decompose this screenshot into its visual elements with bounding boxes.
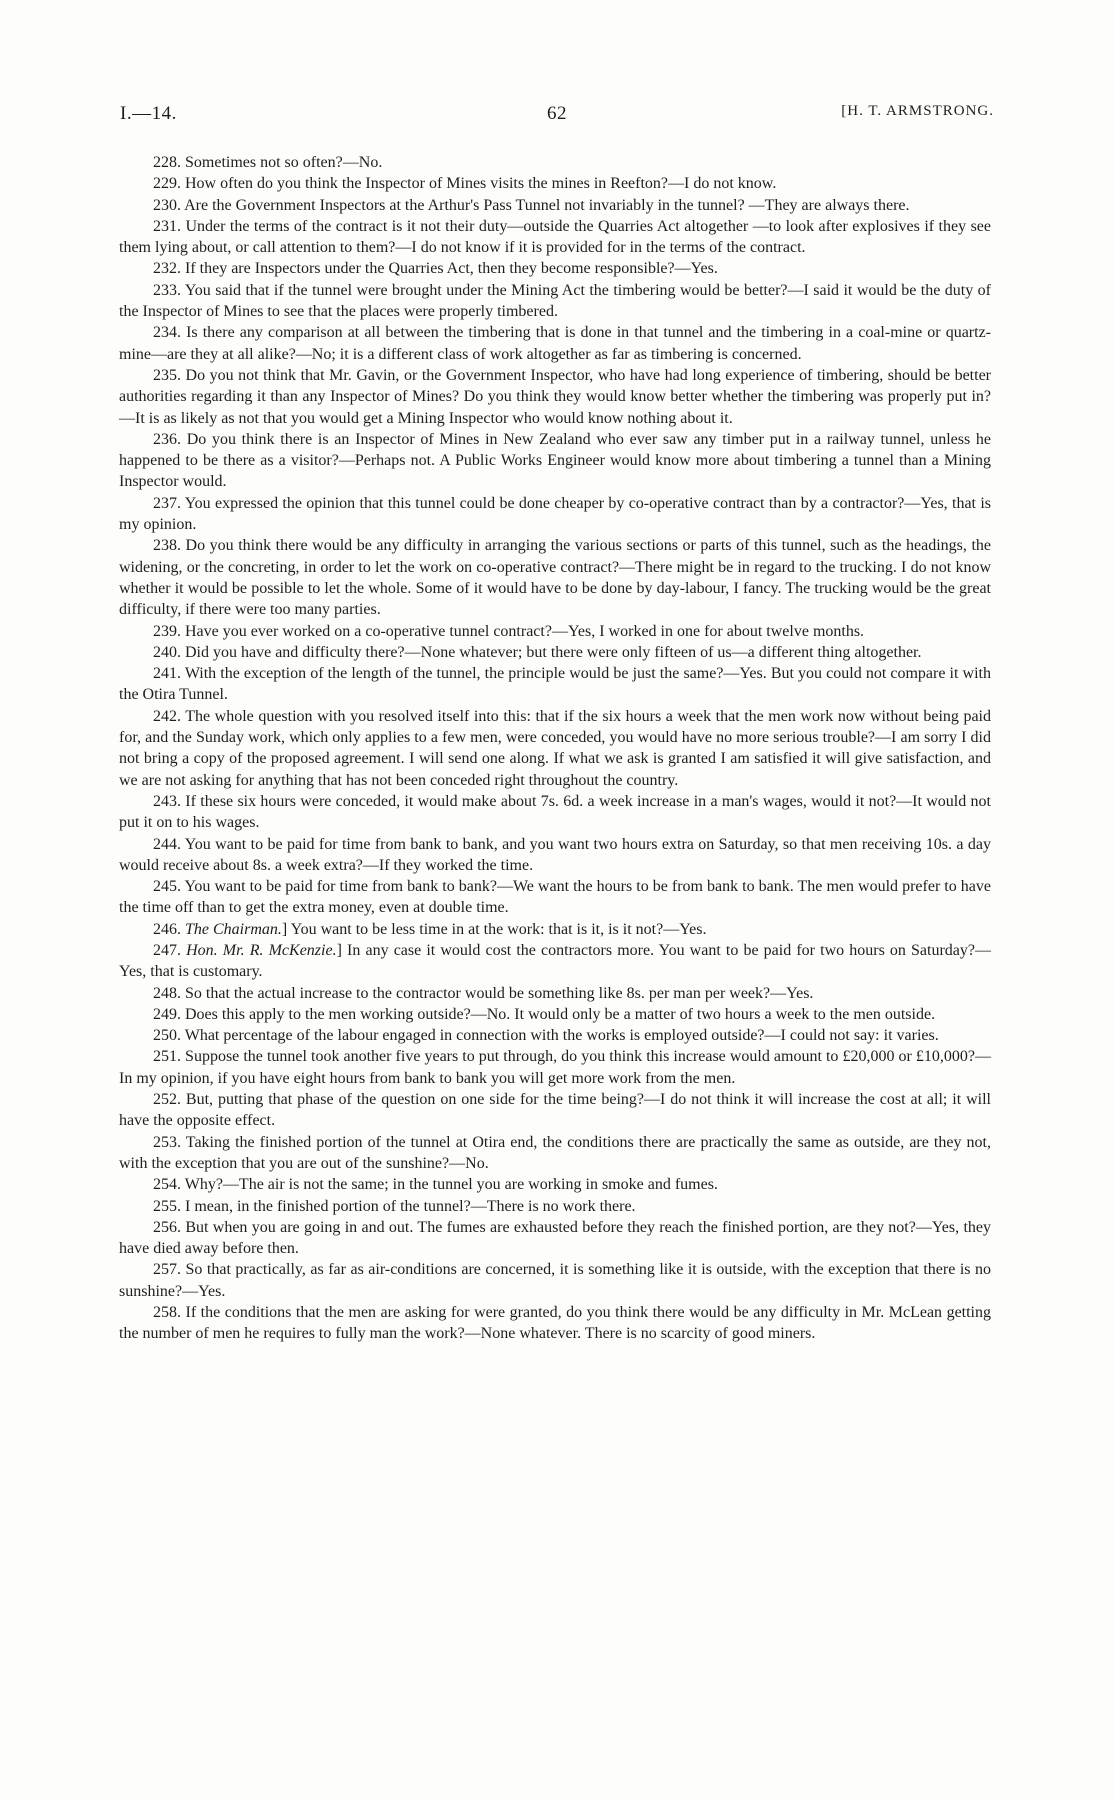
question-text: ] You want to be less time in at the work: that is it, is it not?—Yes. [281, 920, 707, 938]
question-paragraph: 254. Why?—The air is not the same; in the tunnel you are working in smoke and fumes. [153, 1176, 718, 1194]
speaker-name: Hon. Mr. R. McKenzie. [186, 941, 337, 959]
evidence-text [119, 152, 991, 1345]
question-paragraph: 235. Do you not think that Mr. Gavin, or the Government Inspector, who have had long experience of timbering, should be better authorities regarding it than any Inspector of Mines? Do you think they would know better whether the timbering was properly put in?—It is as likely as not that you would get a Mining Inspector who would know nothing about it. [119, 366, 991, 427]
question-paragraph: 251. Suppose the tunnel took another five years to put through, do you think this increase would amount to £20,000 or £10,000?—In my opinion, if you have eight hours from bank to bank you will get more work from the men. [119, 1048, 991, 1087]
question-paragraph: 241. With the exception of the length of the tunnel, the principle would be just the same?—Yes. But you could not compare it with the Otira Tunnel. [119, 665, 991, 704]
question-paragraph: 242. The whole question with you resolved itself into this: that if the six hours a week that the men work now without being paid for, and the Sunday work, which only applies to a few men, were conceded, you would have no more serious trouble?—I am sorry I did not bring a copy of the proposed agreement. I will send one along. If what we ask is granted I am satisfied it will give satisfaction, and we are not asking for anything that has not been conceded right throughout the country. [119, 707, 991, 789]
question-paragraph: 232. If they are Inspectors under the Quarries Act, then they become responsible?—Yes. [153, 260, 718, 278]
question-paragraph: 229. How often do you think the Inspector of Mines visits the mines in Reefton?—I do not know. [153, 175, 777, 193]
question-paragraph: 236. Do you think there is an Inspector of Mines in New Zealand who ever saw any timber put in a railway tunnel, unless he happened to be there as a visitor?—Perhaps not. A Public Works Engineer would know more about timbering a tunnel than a Mining Inspector would. [119, 430, 991, 491]
question-paragraph: 258. If the conditions that the men are asking for were granted, do you think there would be any difficulty in Mr. McLean getting the number of men he requires to fully man the work?—None whatever. There is no scarcity of good miners. [119, 1304, 991, 1343]
question-paragraph: 240. Did you have and difficulty there?—None whatever; but there were only fifteen of us—a different thing altogether. [153, 643, 922, 661]
question-text: ] In any case it would cost the contractors more. You want to be paid for two hours on Saturday?—Yes, that is customary. [119, 941, 992, 981]
question-paragraph: 253. Taking the finished portion of the tunnel at Otira end, the conditions there are practically the same as outside, are they not, with the exception that you are out of the sunshine?—No. [119, 1133, 991, 1172]
question-number: 246. [153, 920, 185, 938]
question-paragraph: 231. Under the terms of the contract is it not their duty—outside the Quarries Act altogether —to look after explosives if they see them lying about, or call attention to them?—I do not know if it is provided for in the terms of the contract. [119, 217, 991, 257]
question-paragraph: 255. I mean, in the finished portion of the tunnel?—There is no work there. [153, 1197, 636, 1215]
question-paragraph: 230. Are the Government Inspectors at the Arthur's Pass Tunnel not invariably in the tunnel? —They are always there. [153, 196, 910, 214]
question-paragraph: 234. Is there any comparison at all between the timbering that is done in that tunnel and the timbering in a coal-mine or quartz-mine—are they at all alike?—No; it is a different class of work altogether as far as timbering is concerned. [119, 324, 991, 363]
question-paragraph: 239. Have you ever worked on a co-operative tunnel contract?—Yes, I worked in one for about twelve months. [153, 622, 865, 640]
question-paragraph: 257. So that practically, as far as air-conditions are concerned, it is something like it is outside, with the exception that there is no sunshine?—Yes. [119, 1261, 991, 1300]
question-paragraph: 238. Do you think there would be any difficulty in arranging the various sections or parts of this tunnel, such as the headings, the widening, or the concreting, in order to let the work on co-operative contract?—There might be in regard to the trucking. I do not know whether it would be possible to let the whole. Some of it would have to be done by day-labour, I fancy. The trucking would be the great difficulty, if there were too many parties. [119, 537, 991, 619]
question-paragraph [119, 919, 991, 940]
question-paragraph: 244. You want to be paid for time from bank to bank, and you want two hours extra on Saturday, so that men receiving 10s. a day would receive about 8s. a week extra?—If they worked the time. [119, 835, 991, 874]
question-paragraph: 233. You said that if the tunnel were brought under the Mining Act the timbering would be better?—I said it would be the duty of the Inspector of Mines to see that the places were properly timbered. [119, 281, 991, 321]
question-paragraph: 237. You expressed the opinion that this tunnel could be done cheaper by co-operative contract than by a contractor?—Yes, that is my opinion. [119, 494, 991, 534]
running-head [120, 103, 994, 129]
question-paragraph: 248. So that the actual increase to the contractor would be something like 8s. per man per week?—Yes. [153, 984, 814, 1002]
question-paragraph: 228. Sometimes not so often?—No. [153, 154, 383, 171]
question-paragraph: 249. Does this apply to the men working outside?—No. It would only be a matter of two hours a week to the men outside. [153, 1005, 936, 1023]
page-number: 62 [547, 103, 567, 124]
question-paragraph: 243. If these six hours were conceded, it would make about 7s. 6d. a week increase in a man's wages, would it not?—It would not put it on to his wages. [119, 792, 991, 832]
question-paragraph: 245. You want to be paid for time from bank to bank?—We want the hours to be from bank to bank. The men would prefer to have the time off than to get the extra money, even at double time. [119, 878, 991, 917]
question-paragraph: 256. But when you are going in and out. The fumes are exhausted before they reach the finished portion, are they not?—Yes, they have died away before then. [119, 1218, 991, 1258]
paper-reference: I.—14. [120, 103, 177, 124]
question-paragraph [119, 940, 991, 983]
speaker-name: The Chairman. [185, 920, 282, 938]
witness-name: [H. T. ARMSTRONG. [841, 103, 994, 119]
question-paragraph: 250. What percentage of the labour engaged in connection with the works is employed outside?—I could not say: it varies. [153, 1027, 939, 1045]
question-number: 247. [153, 941, 187, 959]
question-paragraph: 252. But, putting that phase of the question on one side for the time being?—I do not think it will increase the cost at all; it will have the opposite effect. [119, 1091, 991, 1130]
